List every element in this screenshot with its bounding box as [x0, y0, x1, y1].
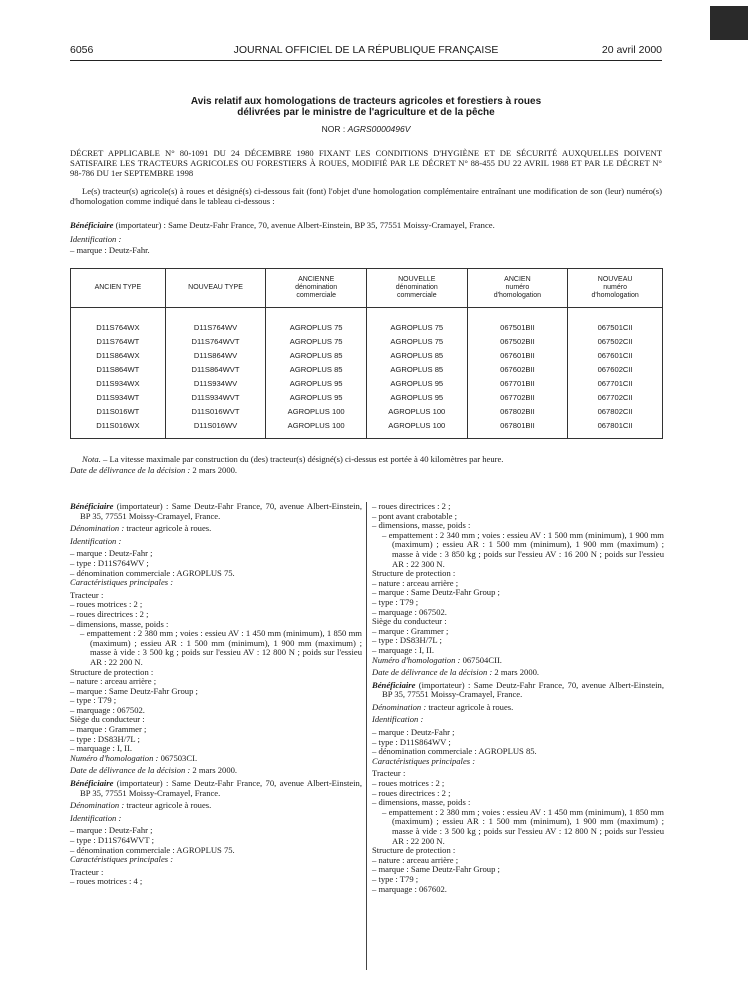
dimensions-3-label: – dimensions, masse, poids :: [372, 797, 471, 808]
cell-nouveau-type: D11S934WV: [165, 376, 266, 390]
cell-nouvelle-denomination: AGROPLUS 85: [366, 348, 467, 362]
right-column: [372, 502, 664, 894]
cell-ancien-numero: 067801BII: [467, 418, 568, 439]
nor-value: AGRS0000496V: [347, 124, 411, 134]
delivery-date-2-value: 2 mars 2000.: [492, 667, 540, 678]
cell-ancienne-denomination: AGROPLUS 85: [266, 362, 367, 376]
header-ancien-numero: ANCIEN numéro d'homologation: [467, 269, 568, 308]
homologation-number-2-label: Numéro d'homologation :: [372, 654, 461, 665]
cell-nouveau-numero: 067502CII: [568, 334, 663, 348]
cell-ancien-numero: 067602BII: [467, 362, 568, 376]
siege-1-label: Siège du conducteur :: [70, 714, 145, 725]
delivery-date-value: 2 mars 2000.: [190, 465, 238, 475]
structure-2-label: Structure de protection :: [372, 568, 456, 579]
left-column: [70, 502, 362, 887]
marque-3: – marque : Deutz-Fahr ;: [372, 727, 455, 738]
cell-ancienne-denomination: AGROPLUS 95: [266, 376, 367, 390]
table-row: [71, 334, 663, 348]
structure-1-marquage: – marquage : 067502.: [70, 704, 145, 715]
delivery-date-1: [70, 766, 362, 776]
header-nouvelle-denomination: NOUVELLE dénomination commerciale: [366, 269, 467, 308]
dimensions-1-detail: – empattement : 2 380 mm ; voies : essieu AV : 1 450 mm (minimum), 1 850 mm (maximum) ; essieu AR : 1 500 mm (minimum), 1 900 mm (maximum) ; masse à vide : 3 500 kg ; poids sur l'essieu AV : 12 800 N ; poids sur l'essieu AR : 22 200 N.: [80, 628, 362, 667]
cell-ancien-type: D11S016WT: [71, 404, 166, 418]
type-3: – type : D11S864WV ;: [372, 736, 451, 747]
cell-ancien-type: D11S864WT: [71, 362, 166, 376]
cell-nouveau-type: D11S016WV: [165, 418, 266, 439]
cell-nouveau-numero: 067801CII: [568, 418, 663, 439]
table-spacer-row: [71, 308, 663, 321]
denomination-2: [70, 801, 362, 811]
cell-nouveau-type: D11S016WVT: [165, 404, 266, 418]
dimensions-1-label: – dimensions, masse, poids :: [70, 618, 169, 629]
header-rule: [70, 60, 662, 61]
header-nouveau-numero: NOUVEAU numéro d'homologation: [568, 269, 663, 308]
table-row: [71, 376, 663, 390]
denomination-3-value: tracteur agricole à roues.: [426, 701, 514, 712]
siege-2-marquage: – marquage : I, II.: [372, 644, 435, 655]
page-corner-tab: [710, 6, 748, 40]
cell-nouvelle-denomination: AGROPLUS 85: [366, 362, 467, 376]
dimensions-2-label: – dimensions, masse, poids :: [372, 520, 471, 531]
marque-1: – marque : Deutz-Fahr ;: [70, 548, 153, 559]
issue-date: 20 avril 2000: [601, 44, 662, 56]
page-header: [70, 44, 662, 58]
denomination-1-label: Dénomination :: [70, 523, 125, 534]
delivery-date-label: Date de délivrance de la décision :: [70, 465, 191, 475]
beneficiary-3: [372, 681, 664, 700]
cell-nouveau-numero: 067601CII: [568, 348, 663, 362]
denomination-3-label: Dénomination :: [372, 701, 427, 712]
cell-ancienne-denomination: AGROPLUS 95: [266, 390, 367, 404]
delivery-date-1-value: 2 mars 2000.: [190, 765, 238, 776]
structure-3-label: Structure de protection :: [372, 845, 456, 856]
structure-2-marque: – marque : Same Deutz-Fahr Group ;: [372, 587, 500, 598]
structure-1-nature: – nature : arceau arrière ;: [70, 676, 157, 687]
denomination-2-label: Dénomination :: [70, 800, 125, 811]
cell-ancienne-denomination: AGROPLUS 100: [266, 418, 367, 439]
notice-title-line2: délivrées par le ministre de l'agriculture et de la pêche: [237, 107, 495, 118]
cell-ancienne-denomination: AGROPLUS 100: [266, 404, 367, 418]
cell-ancien-type: D11S016WX: [71, 418, 166, 439]
journal-title: JOURNAL OFFICIEL DE LA RÉPUBLIQUE FRANÇAISE: [233, 44, 499, 56]
identification-3-label: Identification :: [372, 714, 424, 725]
structure-1-marque: – marque : Same Deutz-Fahr Group ;: [70, 685, 198, 696]
beneficiary-2: [70, 779, 362, 798]
cell-ancien-type: D11S934WT: [71, 390, 166, 404]
type-1: – type : D11S764WV ;: [70, 557, 149, 568]
cell-nouveau-type: D11S864WVT: [165, 362, 266, 376]
denomination-3: [372, 703, 664, 713]
table-row: [71, 348, 663, 362]
table-row: [71, 404, 663, 418]
dimensions-2-detail: – empattement : 2 340 mm ; voies : essieu AV : 1 500 mm (minimum), 1 900 mm (maximum) ; essieu AR : 1 500 mm (minimum), 1 900 mm (maximum) ; masse à vide : 3 850 kg ; poids sur l'essieu AV : 16 200 N ; poids sur l'essieu AR : 22 300 N.: [382, 529, 664, 569]
cell-nouvelle-denomination: AGROPLUS 100: [366, 418, 467, 439]
marque-2: – marque : Deutz-Fahr ;: [70, 825, 153, 836]
roues-motrices-1: – roues motrices : 2 ;: [70, 599, 143, 610]
cell-nouvelle-denomination: AGROPLUS 100: [366, 404, 467, 418]
structure-3-marquage: – marquage : 067602.: [372, 883, 447, 894]
homologation-number-1: [70, 754, 362, 764]
cell-ancien-numero: 067501BII: [467, 320, 568, 334]
denomination-commerciale-2: – dénomination commerciale : AGROPLUS 75.: [70, 844, 235, 855]
siege-2-label: Siège du conducteur :: [372, 616, 447, 627]
lead-paragraph: Le(s) tracteur(s) agricole(s) à roues et désigné(s) ci-dessous fait (font) l'objet d'une homologation complémentaire entraînant une modification de son (leur) numéro(s) d'homologation comme indiqué dans le tableau ci-dessous :: [70, 186, 662, 206]
beneficiary-2-label: Bénéficiaire: [70, 778, 114, 789]
structure-2-nature: – nature : arceau arrière ;: [372, 577, 459, 588]
cell-nouveau-type: D11S764WVT: [165, 334, 266, 348]
roues-directrices-1: – roues directrices : 2 ;: [70, 608, 149, 619]
cell-nouvelle-denomination: AGROPLUS 75: [366, 320, 467, 334]
beneficiary-2-text: (importateur) : Same Deutz-Fahr France, 70, avenue Albert-Einstein, BP 35, 77551 Moissy-Cramayel, France.: [80, 778, 362, 798]
structure-3-marque: – marque : Same Deutz-Fahr Group ;: [372, 864, 500, 875]
siege-1-type: – type : DS83H/7L ;: [70, 733, 140, 744]
structure-1-type: – type : T79 ;: [70, 695, 117, 706]
cell-ancien-type: D11S934WX: [71, 376, 166, 390]
header-ancien-type: ANCIEN TYPE: [71, 269, 166, 308]
siege-2-marque: – marque : Grammer ;: [372, 625, 449, 636]
cell-ancien-numero: 067702BII: [467, 390, 568, 404]
siege-2-type: – type : DS83H/7L ;: [372, 635, 442, 646]
beneficiary-1-label: Bénéficiaire: [70, 501, 114, 511]
homologation-number-2: [372, 656, 664, 666]
denomination-commerciale-1: – dénomination commerciale : AGROPLUS 75.: [70, 567, 235, 578]
cell-ancien-numero: 067802BII: [467, 404, 568, 418]
beneficiary-1: [70, 502, 362, 521]
delivery-date-2-label: Date de délivrance de la décision :: [372, 667, 493, 678]
identification-label: Identification :: [70, 234, 122, 244]
dimensions-3-detail: – empattement : 2 380 mm ; voies : essieu AV : 1 450 mm (minimum), 1 850 mm (maximum) ; essieu AR : 1 500 mm (minimum), 1 900 mm (maximum) ; masse à vide : 3 500 kg ; poids sur l'essieu AV : 12 800 N ; poids sur l'essieu AR : 22 200 N.: [382, 806, 664, 846]
cell-nouveau-numero: 067602CII: [568, 362, 663, 376]
cell-nouveau-numero: 067802CII: [568, 404, 663, 418]
cell-nouveau-numero: 067501CII: [568, 320, 663, 334]
table-row: [71, 418, 663, 439]
siege-1-marquage: – marquage : I, II.: [70, 743, 133, 754]
caracteristiques-2-label: Caractéristiques principales :: [70, 854, 174, 865]
page-number: 6056: [70, 44, 94, 56]
homologation-table: [70, 268, 663, 439]
structure-2-type: – type : T79 ;: [372, 596, 419, 607]
homologation-number-1-value: 067503CI.: [158, 752, 198, 763]
denomination-2-value: tracteur agricole à roues.: [124, 800, 212, 811]
cell-nouveau-numero: 067702CII: [568, 390, 663, 404]
cell-nouveau-type: D11S934WVT: [165, 390, 266, 404]
marque-line: – marque : Deutz-Fahr.: [70, 245, 150, 255]
header-nouveau-type: NOUVEAU TYPE: [165, 269, 266, 308]
beneficiary-3-text: (importateur) : Same Deutz-Fahr France, 70, avenue Albert-Einstein, BP 35, 77551 Moissy-Cramayel, France.: [382, 679, 664, 700]
roues-motrices-3: – roues motrices : 2 ;: [372, 778, 445, 789]
pont-avant-2: – pont avant crabotable ;: [372, 510, 457, 521]
structure-1-label: Structure de protection :: [70, 666, 154, 677]
cell-ancien-numero: 067601BII: [467, 348, 568, 362]
caracteristiques-1-label: Caractéristiques principales :: [70, 577, 174, 588]
structure-2-marquage: – marquage : 067502.: [372, 606, 447, 617]
cell-ancienne-denomination: AGROPLUS 85: [266, 348, 367, 362]
denomination-1: [70, 524, 362, 534]
cell-nouvelle-denomination: AGROPLUS 95: [366, 390, 467, 404]
cell-ancien-type: D11S764WX: [71, 320, 166, 334]
type-2: – type : D11S764WVT ;: [70, 835, 155, 845]
cell-nouvelle-denomination: AGROPLUS 95: [366, 376, 467, 390]
cell-ancien-type: D11S864WX: [71, 348, 166, 362]
identification-1-label: Identification :: [70, 535, 122, 546]
table-row: [71, 362, 663, 376]
delivery-date-1-label: Date de délivrance de la décision :: [70, 765, 191, 776]
delivery-date-paragraph: [70, 465, 662, 475]
nor-reference: [70, 124, 662, 134]
nor-label: NOR :: [321, 124, 346, 134]
structure-3-type: – type : T79 ;: [372, 873, 419, 884]
homologation-number-1-label: Numéro d'homologation :: [70, 752, 159, 763]
structure-3-nature: – nature : arceau arrière ;: [372, 854, 459, 865]
nota-text: – La vitesse maximale par construction du (des) tracteur(s) désigné(s) ci-dessus est portée à 40 kilomètres par heure.: [100, 454, 504, 464]
nota-label: Nota.: [82, 454, 101, 464]
table-row: [71, 320, 663, 334]
beneficiary-1-text: (importateur) : Same Deutz-Fahr France, 70, avenue Albert-Einstein, BP 35, 77551 Moissy-Cramayel, France.: [80, 501, 362, 521]
cell-nouvelle-denomination: AGROPLUS 75: [366, 334, 467, 348]
denomination-1-value: tracteur agricole à roues.: [124, 523, 212, 534]
notice-title-line1: Avis relatif aux homologations de tracteurs agricoles et forestiers à roues: [190, 96, 542, 107]
cell-ancienne-denomination: AGROPLUS 75: [266, 320, 367, 334]
table-row: [71, 390, 663, 404]
delivery-date-2: [372, 668, 664, 678]
table-header-row: [71, 269, 663, 308]
tracteur-1-label: Tracteur :: [70, 589, 104, 600]
nota-paragraph: [70, 454, 662, 464]
beneficiary-paragraph: [70, 220, 662, 230]
header-ancienne-denomination: ANCIENNE dénomination commerciale: [266, 269, 367, 308]
cell-ancien-type: D11S764WT: [71, 334, 166, 348]
cell-ancienne-denomination: AGROPLUS 75: [266, 334, 367, 348]
beneficiary-3-label: Bénéficiaire: [372, 679, 416, 690]
beneficiary-text: (importateur) : Same Deutz-Fahr France, 70, avenue Albert-Einstein, BP 35, 77551 Moissy-Cramayel, France.: [113, 220, 495, 230]
roues-directrices-2: – roues directrices : 2 ;: [372, 501, 451, 511]
tracteur-2-label: Tracteur :: [70, 866, 104, 877]
cell-ancien-numero: 067502BII: [467, 334, 568, 348]
cell-nouveau-type: D11S864WV: [165, 348, 266, 362]
homologation-number-2-value: 067504CII.: [460, 654, 502, 665]
roues-directrices-3: – roues directrices : 2 ;: [372, 787, 451, 798]
denomination-commerciale-3: – dénomination commerciale : AGROPLUS 85.: [372, 746, 537, 757]
siege-1-marque: – marque : Grammer ;: [70, 724, 147, 735]
decree-text: DÉCRET APPLICABLE N° 80-1091 DU 24 DÉCEMBRE 1980 FIXANT LES CONDITIONS D'HYGIÈNE ET DE SÉCURITÉ AUXQUELLES DOIVENT SATISFAIRE LES TRACTEURS AGRICOLES OU FORESTIERS À ROUES, MODIFIÉ PAR LE DÉCRET N° 88-455 DU 22 AVRIL 1988 ET PAR LE DÉCRET N° 98-786 DU 1er SEPTEMBRE 1998: [70, 148, 662, 178]
identification-2-label: Identification :: [70, 812, 122, 823]
cell-ancien-numero: 067701BII: [467, 376, 568, 390]
column-divider: [366, 502, 367, 970]
caracteristiques-3-label: Caractéristiques principales :: [372, 755, 476, 766]
cell-nouveau-numero: 067701CII: [568, 376, 663, 390]
tracteur-3-label: Tracteur :: [372, 768, 406, 779]
beneficiary-label: Bénéficiaire: [70, 220, 114, 230]
roues-motrices-2: – roues motrices : 4 ;: [70, 876, 143, 887]
notice-title: [70, 96, 662, 118]
cell-nouveau-type: D11S764WV: [165, 320, 266, 334]
